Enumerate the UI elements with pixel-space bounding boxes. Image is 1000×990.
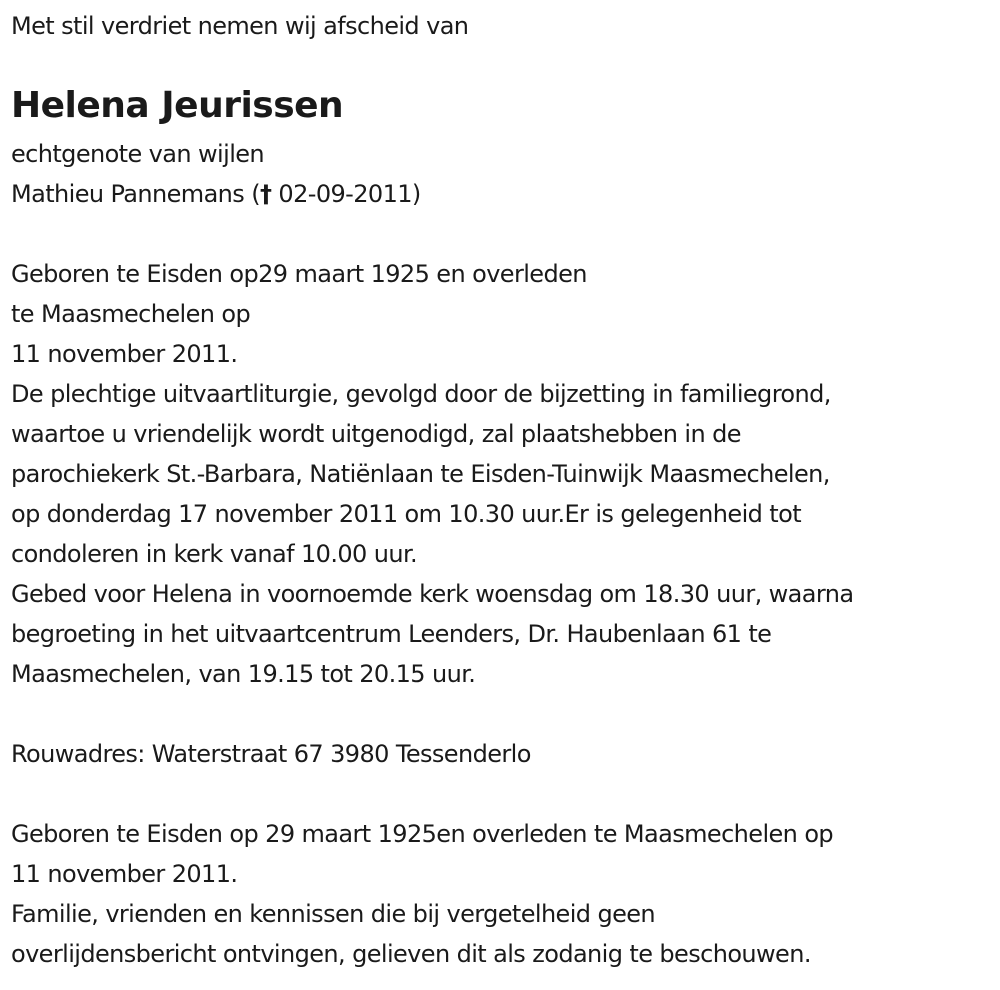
details-line: begroeting in het uitvaartcentrum Leenders, Dr. Haubenlaan 61 te xyxy=(11,620,772,648)
details-line: op donderdag 17 november 2011 om 10.30 uur.Er is gelegenheid tot xyxy=(11,500,801,528)
spouse-name: Mathieu Pannemans ( xyxy=(11,180,260,208)
closing-line: overlijdensbericht ontvingen, gelieven dit als zodanig te beschouwen. xyxy=(11,940,811,968)
details-line: Gebed voor Helena in voornoemde kerk woensdag om 18.30 uur, waarna xyxy=(11,580,854,608)
details-line: Maasmechelen, van 19.15 tot 20.15 uur. xyxy=(11,660,476,688)
address-block xyxy=(11,734,531,774)
intro-text: Met stil verdriet nemen wij afscheid van xyxy=(11,12,469,40)
details-block xyxy=(11,254,853,694)
details-line: parochiekerk St.-Barbara, Natiënlaan te Eisden-Tuinwijk Maasmechelen, xyxy=(11,460,830,488)
spouse-name-line xyxy=(11,174,421,214)
details-line: De plechtige uitvaartliturgie, gevolgd door de bijzetting in familiegrond, xyxy=(11,380,831,408)
cross-icon: † xyxy=(260,180,272,208)
details-line: condoleren in kerk vanaf 10.00 uur. xyxy=(11,540,418,568)
spouse-relation: echtgenote van wijlen xyxy=(11,140,265,168)
mourning-address: Rouwadres: Waterstraat 67 3980 Tessenderlo xyxy=(11,740,531,768)
closing-line: Familie, vrienden en kennissen die bij vergetelheid geen xyxy=(11,900,656,928)
spouse-death-date: 02-09-2011) xyxy=(271,180,421,208)
closing-line: Geboren te Eisden op 29 maart 1925en overleden te Maasmechelen op xyxy=(11,820,834,848)
closing-line: 11 november 2011. xyxy=(11,860,238,888)
details-line: waartoe u vriendelijk wordt uitgenodigd, zal plaatshebben in de xyxy=(11,420,741,448)
details-line: Geboren te Eisden op29 maart 1925 en overleden xyxy=(11,260,587,288)
details-line: te Maasmechelen op xyxy=(11,300,251,328)
spouse-block xyxy=(11,134,421,214)
deceased-name: Helena Jeurissen xyxy=(11,85,344,126)
closing-block xyxy=(11,814,833,974)
details-line: 11 november 2011. xyxy=(11,340,238,368)
